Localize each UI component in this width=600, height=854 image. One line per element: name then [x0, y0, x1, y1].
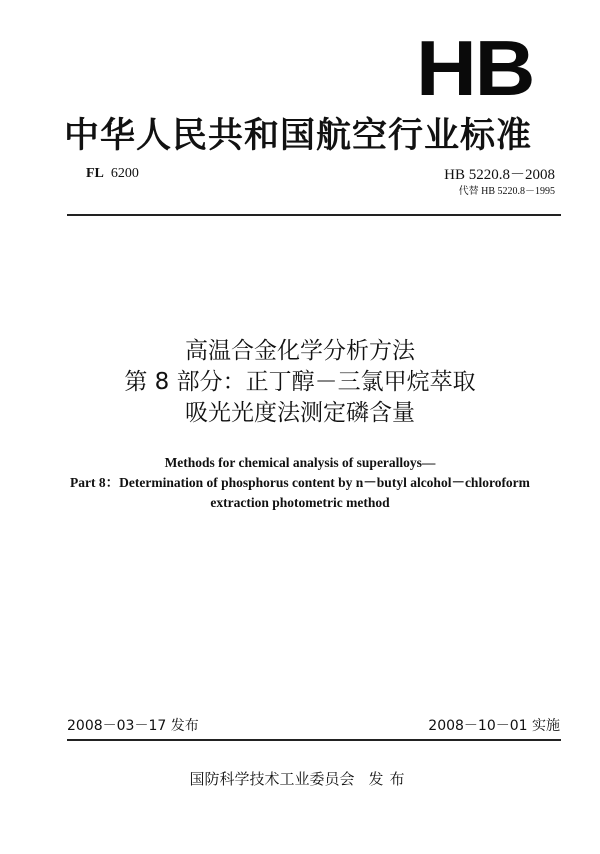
- publisher-line: [0, 768, 600, 789]
- bottom-divider: [67, 739, 561, 741]
- chinese-title: [0, 336, 600, 429]
- chinese-title-line: 第 8 部分：正丁醇－三氯甲烷萃取: [124, 369, 476, 395]
- replaces-standard: 代替 HB 5220.8－1995: [458, 186, 555, 197]
- standard-code: HB 5220.8－2008: [444, 167, 555, 183]
- classification-label: FL: [86, 166, 104, 181]
- english-title-line: Part 8：Determination of phosphorus content by n－butyl alcohol－chloroform: [70, 475, 530, 490]
- english-title: [0, 453, 600, 513]
- publish-word: 发布: [368, 770, 411, 788]
- implementation-date: 2008－10－01 实施: [428, 718, 560, 734]
- classification-code: [86, 166, 139, 182]
- issue-date: 2008－03－17 发布: [67, 718, 199, 734]
- chinese-title-line: 吸光光度法测定磷含量: [185, 400, 415, 426]
- english-title-line: Methods for chemical analysis of superalloys—: [164, 455, 436, 470]
- top-divider: [67, 214, 561, 216]
- hb-logo: HB: [416, 24, 534, 112]
- english-title-line: extraction photometric method: [210, 495, 390, 510]
- standard-category-title: 中华人民共和国航空行业标准: [64, 116, 533, 156]
- publisher: 国防科学技术工业委员会: [189, 770, 355, 788]
- chinese-title-line: 高温合金化学分析方法: [185, 338, 415, 364]
- classification-value: 6200: [110, 166, 139, 181]
